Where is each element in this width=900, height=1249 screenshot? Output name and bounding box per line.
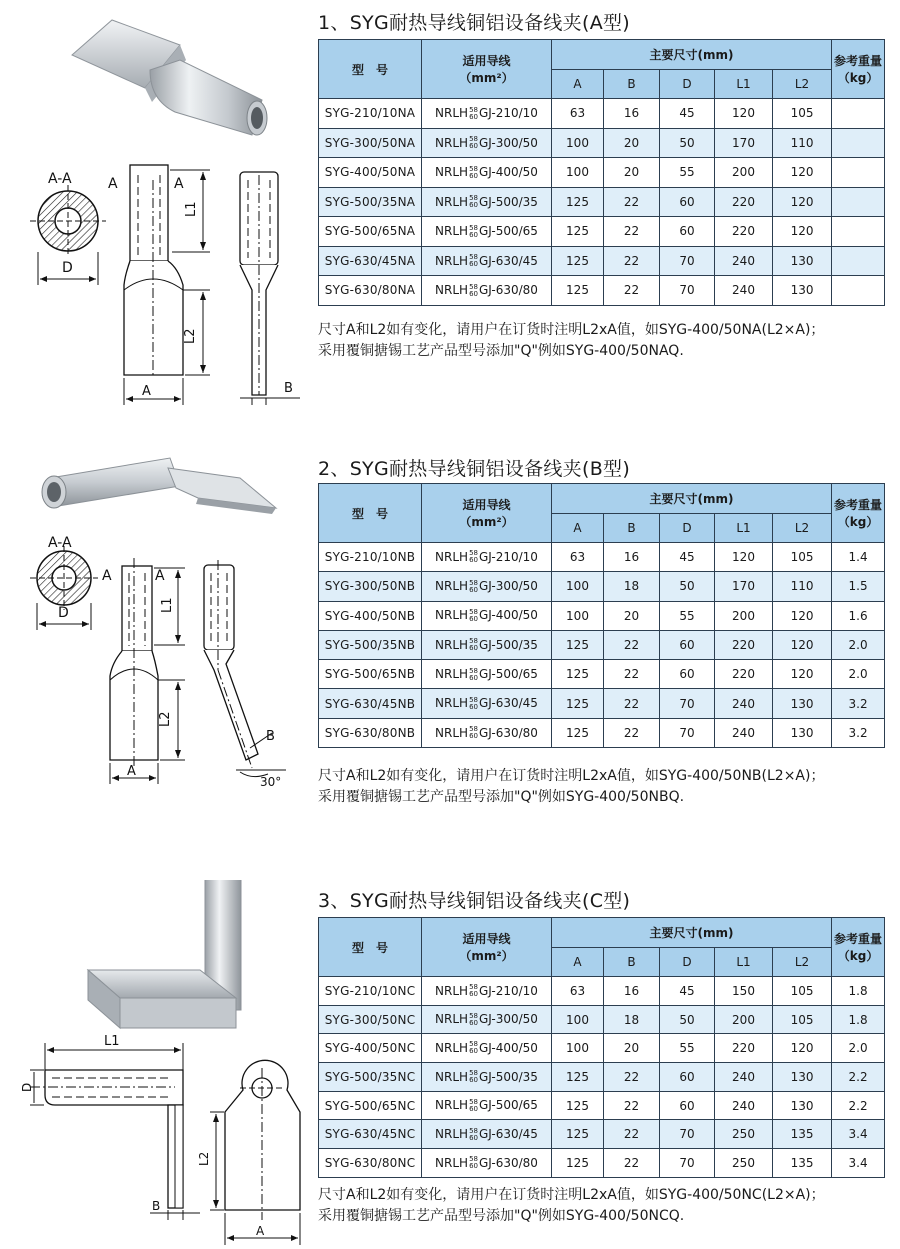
label-a-bottom: A	[127, 764, 136, 779]
cell-weight: 2.2	[832, 1091, 885, 1120]
cell-d: 70	[660, 689, 715, 718]
header-dims: 主要尺寸(mm)	[552, 484, 832, 514]
cell-l2: 135	[773, 1120, 832, 1149]
spec-table	[318, 917, 885, 1178]
cell-a: 125	[552, 660, 604, 689]
cell-model: SYG-630/45NB	[319, 689, 422, 718]
cell-conductor: NRLH 58 60 GJ-400/50	[422, 601, 552, 630]
cell-l1: 250	[715, 1149, 773, 1178]
cell-weight: 2.0	[832, 630, 885, 659]
header-col-b: B	[604, 514, 660, 543]
cell-weight: 1.5	[832, 572, 885, 601]
cell-d: 45	[660, 99, 715, 129]
cell-b: 18	[604, 572, 660, 601]
cell-b: 22	[604, 1120, 660, 1149]
table-row	[319, 99, 885, 129]
side-view	[197, 1060, 300, 1245]
cell-model: SYG-400/50NA	[319, 158, 422, 188]
cell-l1: 200	[715, 601, 773, 630]
drawing-c-type	[0, 880, 310, 1249]
cell-a: 125	[552, 217, 604, 247]
cell-weight	[832, 99, 885, 129]
cell-weight: 2.2	[832, 1063, 885, 1092]
section-aa-view	[30, 535, 98, 630]
cell-l2: 105	[773, 977, 832, 1006]
cell-a: 125	[552, 1091, 604, 1120]
note-line-1: 尺寸A和L2如有变化，请用户在订货时注明L2xA值，如SYG-400/50NC(L2×A)；	[318, 1187, 825, 1203]
cell-l2: 105	[773, 1005, 832, 1034]
cell-a: 125	[552, 689, 604, 718]
cell-l1: 240	[715, 1091, 773, 1120]
cell-d: 55	[660, 601, 715, 630]
cell-b: 22	[604, 1091, 660, 1120]
cell-l2: 130	[773, 689, 832, 718]
label-l2: L2	[158, 711, 173, 727]
cell-model: SYG-300/50NB	[319, 572, 422, 601]
cell-weight	[832, 128, 885, 158]
cell-a: 125	[552, 630, 604, 659]
section-title: 3、SYG耐热导线铜铝设备线夹(C型)	[318, 890, 631, 912]
cell-weight	[832, 246, 885, 276]
cell-conductor: NRLH 58 60 GJ-630/45	[422, 246, 552, 276]
cell-b: 22	[604, 718, 660, 747]
table-row	[319, 1005, 885, 1034]
order-note	[318, 766, 824, 808]
cell-l2: 120	[773, 660, 832, 689]
cell-model: SYG-210/10NC	[319, 977, 422, 1006]
header-model: 型 号	[319, 484, 422, 543]
cell-l2: 135	[773, 1149, 832, 1178]
header-col-d: D	[660, 70, 715, 99]
header-col-d: D	[660, 948, 715, 977]
cell-a: 125	[552, 1063, 604, 1092]
cell-conductor: NRLH 58 60 GJ-630/45	[422, 1120, 552, 1149]
cell-l2: 120	[773, 601, 832, 630]
cell-weight: 3.2	[832, 689, 885, 718]
cell-conductor: NRLH 58 60 GJ-500/35	[422, 1063, 552, 1092]
label-d: D	[62, 260, 73, 276]
label-l2: L2	[197, 1151, 211, 1166]
label-aa: A-A	[48, 171, 72, 187]
header-col-a: A	[552, 514, 604, 543]
label-b: B	[284, 381, 293, 396]
cell-l1: 150	[715, 977, 773, 1006]
cell-l1: 240	[715, 246, 773, 276]
cell-l2: 110	[773, 572, 832, 601]
cell-l2: 120	[773, 158, 832, 188]
cell-b: 22	[604, 689, 660, 718]
cell-l1: 240	[715, 1063, 773, 1092]
cell-conductor: NRLH 58 60 GJ-210/10	[422, 977, 552, 1006]
header-conductor: 适用导线 （mm²）	[422, 484, 552, 543]
cell-l1: 220	[715, 1034, 773, 1063]
note-line-1: 尺寸A和L2如有变化，请用户在订货时注明L2xA值，如SYG-400/50NA(L2×A)；	[318, 322, 825, 338]
drawing-a-type	[0, 0, 310, 415]
cell-model: SYG-500/35NA	[319, 187, 422, 217]
cell-l1: 220	[715, 187, 773, 217]
cell-weight: 1.6	[832, 601, 885, 630]
cell-model: SYG-630/45NA	[319, 246, 422, 276]
cell-weight: 1.4	[832, 543, 885, 572]
cell-model: SYG-400/50NC	[319, 1034, 422, 1063]
label-d: D	[20, 1082, 34, 1092]
note-line-2: 采用覆铜搪锡工艺产品型号添加"Q"例如SYG-400/50NBQ.	[318, 789, 685, 805]
note-line-2: 采用覆铜搪锡工艺产品型号添加"Q"例如SYG-400/50NCQ.	[318, 1208, 685, 1224]
table-row	[319, 630, 885, 659]
table-row	[319, 1063, 885, 1092]
cell-l1: 120	[715, 99, 773, 129]
section-a-type	[0, 0, 900, 420]
cell-b: 20	[604, 1034, 660, 1063]
cell-weight: 1.8	[832, 977, 885, 1006]
cell-weight: 3.2	[832, 718, 885, 747]
cell-a: 125	[552, 246, 604, 276]
cell-conductor: NRLH 58 60 GJ-630/80	[422, 1149, 552, 1178]
cell-d: 60	[660, 630, 715, 659]
cell-a: 125	[552, 1149, 604, 1178]
cell-model: SYG-630/80NC	[319, 1149, 422, 1178]
cell-l2: 110	[773, 128, 832, 158]
cell-d: 50	[660, 572, 715, 601]
product-photo	[42, 458, 276, 514]
table-row	[319, 1091, 885, 1120]
cell-l1: 200	[715, 158, 773, 188]
table-row	[319, 543, 885, 572]
cell-d: 55	[660, 158, 715, 188]
cell-weight	[832, 217, 885, 247]
header-conductor: 适用导线 （mm²）	[422, 40, 552, 99]
cell-d: 55	[660, 1034, 715, 1063]
cell-weight	[832, 276, 885, 306]
cell-l2: 130	[773, 718, 832, 747]
cell-weight: 1.8	[832, 1005, 885, 1034]
cell-l1: 200	[715, 1005, 773, 1034]
cell-conductor: NRLH 58 60 GJ-210/10	[422, 543, 552, 572]
header-col-a: A	[552, 70, 604, 99]
cell-d: 60	[660, 660, 715, 689]
table-row	[319, 246, 885, 276]
cell-b: 20	[604, 128, 660, 158]
order-note	[318, 320, 824, 362]
table-row	[319, 1120, 885, 1149]
header-weight: 参考重量 （kg）	[832, 40, 885, 99]
header-col-l1: L1	[715, 948, 773, 977]
label-b: B	[152, 1199, 161, 1213]
cell-weight: 3.4	[832, 1120, 885, 1149]
section-c-type	[0, 880, 900, 1249]
cell-a: 63	[552, 543, 604, 572]
spec-table	[318, 483, 885, 748]
cell-l2: 120	[773, 217, 832, 247]
header-col-l2: L2	[773, 514, 832, 543]
cell-a: 100	[552, 1034, 604, 1063]
table-row	[319, 689, 885, 718]
cell-conductor: NRLH 58 60 GJ-630/45	[422, 689, 552, 718]
cell-l1: 120	[715, 543, 773, 572]
cell-d: 50	[660, 1005, 715, 1034]
cell-a: 63	[552, 977, 604, 1006]
table-row	[319, 1034, 885, 1063]
cell-conductor: NRLH 58 60 GJ-500/35	[422, 187, 552, 217]
label-a-bottom: A	[256, 1224, 265, 1238]
cell-model: SYG-500/65NC	[319, 1091, 422, 1120]
label-b: B	[266, 729, 275, 744]
cell-b: 22	[604, 246, 660, 276]
cell-weight	[832, 187, 885, 217]
cell-b: 22	[604, 660, 660, 689]
section-b-type	[0, 448, 900, 848]
table-row	[319, 660, 885, 689]
cell-a: 125	[552, 187, 604, 217]
table-row	[319, 718, 885, 747]
cell-b: 20	[604, 601, 660, 630]
cell-a: 125	[552, 276, 604, 306]
product-photo	[88, 880, 241, 1028]
cell-b: 18	[604, 1005, 660, 1034]
cell-d: 60	[660, 1091, 715, 1120]
section-title: 1、SYG耐热导线铜铝设备线夹(A型)	[318, 12, 631, 34]
cell-b: 22	[604, 217, 660, 247]
cell-model: SYG-500/65NA	[319, 217, 422, 247]
cell-conductor: NRLH 58 60 GJ-500/65	[422, 217, 552, 247]
cell-conductor: NRLH 58 60 GJ-400/50	[422, 158, 552, 188]
cell-d: 60	[660, 217, 715, 247]
cell-l1: 240	[715, 718, 773, 747]
cell-conductor: NRLH 58 60 GJ-500/35	[422, 630, 552, 659]
header-col-d: D	[660, 514, 715, 543]
cell-l2: 130	[773, 246, 832, 276]
table-row	[319, 187, 885, 217]
header-weight: 参考重量 （kg）	[832, 484, 885, 543]
label-angle: 30°	[260, 775, 282, 789]
cell-weight: 3.4	[832, 1149, 885, 1178]
cell-a: 125	[552, 1120, 604, 1149]
label-a-left: A	[102, 568, 112, 584]
spec-table	[318, 39, 885, 306]
cell-b: 16	[604, 977, 660, 1006]
cell-d: 70	[660, 1120, 715, 1149]
cell-d: 70	[660, 1149, 715, 1178]
cell-l1: 170	[715, 572, 773, 601]
cell-weight	[832, 158, 885, 188]
header-col-b: B	[604, 70, 660, 99]
cell-l2: 130	[773, 276, 832, 306]
front-view	[108, 165, 210, 405]
cell-b: 22	[604, 630, 660, 659]
note-line-2: 采用覆铜搪锡工艺产品型号添加"Q"例如SYG-400/50NAQ.	[318, 343, 684, 359]
cell-d: 70	[660, 276, 715, 306]
cell-b: 22	[604, 1149, 660, 1178]
label-l1: L1	[104, 1034, 120, 1049]
cell-d: 60	[660, 187, 715, 217]
label-a-right: A	[155, 568, 165, 584]
header-col-l1: L1	[715, 514, 773, 543]
cell-weight: 2.0	[832, 660, 885, 689]
table-body	[319, 99, 885, 306]
cell-a: 100	[552, 572, 604, 601]
header-model: 型 号	[319, 40, 422, 99]
cell-d: 70	[660, 718, 715, 747]
cell-b: 22	[604, 276, 660, 306]
cell-model: SYG-210/10NB	[319, 543, 422, 572]
table-row	[319, 276, 885, 306]
header-dims: 主要尺寸(mm)	[552, 918, 832, 948]
label-d: D	[58, 605, 69, 621]
cell-conductor: NRLH 58 60 GJ-500/65	[422, 660, 552, 689]
side-view	[240, 172, 300, 405]
cell-model: SYG-300/50NA	[319, 128, 422, 158]
cell-conductor: NRLH 58 60 GJ-210/10	[422, 99, 552, 129]
cell-l2: 120	[773, 187, 832, 217]
header-conductor: 适用导线 （mm²）	[422, 918, 552, 977]
table-row	[319, 217, 885, 247]
order-note	[318, 1185, 825, 1227]
cell-l1: 250	[715, 1120, 773, 1149]
cell-b: 22	[604, 187, 660, 217]
cell-d: 70	[660, 246, 715, 276]
header-col-b: B	[604, 948, 660, 977]
section-aa-view	[30, 171, 106, 285]
cell-model: SYG-500/65NB	[319, 660, 422, 689]
cell-l1: 220	[715, 630, 773, 659]
table-row	[319, 158, 885, 188]
cell-l1: 220	[715, 660, 773, 689]
cell-model: SYG-630/45NC	[319, 1120, 422, 1149]
cell-a: 100	[552, 1005, 604, 1034]
header-weight: 参考重量 （kg）	[832, 918, 885, 977]
cell-d: 60	[660, 1063, 715, 1092]
cell-conductor: NRLH 58 60 GJ-300/50	[422, 572, 552, 601]
table-row	[319, 128, 885, 158]
cell-model: SYG-500/35NB	[319, 630, 422, 659]
cell-l1: 220	[715, 217, 773, 247]
drawing-b-type	[0, 448, 310, 848]
cell-a: 125	[552, 718, 604, 747]
header-col-l2: L2	[773, 70, 832, 99]
cell-model: SYG-210/10NA	[319, 99, 422, 129]
cell-l2: 120	[773, 1034, 832, 1063]
note-line-1: 尺寸A和L2如有变化，请用户在订货时注明L2xA值，如SYG-400/50NB(L2×A)；	[318, 768, 825, 784]
cell-a: 100	[552, 128, 604, 158]
cell-l2: 130	[773, 1063, 832, 1092]
header-dims: 主要尺寸(mm)	[552, 40, 832, 70]
cell-d: 45	[660, 977, 715, 1006]
label-l1: L1	[160, 597, 175, 613]
label-a-left: A	[108, 176, 118, 192]
cell-a: 63	[552, 99, 604, 129]
table-body	[319, 543, 885, 748]
cell-d: 45	[660, 543, 715, 572]
cell-conductor: NRLH 58 60 GJ-500/65	[422, 1091, 552, 1120]
header-col-a: A	[552, 948, 604, 977]
header-model: 型 号	[319, 918, 422, 977]
cell-model: SYG-400/50NB	[319, 601, 422, 630]
table-body	[319, 977, 885, 1178]
label-a-right: A	[174, 176, 184, 192]
cell-l1: 170	[715, 128, 773, 158]
table-row	[319, 572, 885, 601]
section-title: 2、SYG耐热导线铜铝设备线夹(B型)	[318, 458, 631, 480]
cell-model: SYG-630/80NB	[319, 718, 422, 747]
cell-l2: 105	[773, 99, 832, 129]
cell-l2: 130	[773, 1091, 832, 1120]
front-view	[102, 558, 185, 784]
cell-b: 16	[604, 543, 660, 572]
cell-l1: 240	[715, 276, 773, 306]
cell-a: 100	[552, 601, 604, 630]
cell-l2: 120	[773, 630, 832, 659]
cell-model: SYG-300/50NC	[319, 1005, 422, 1034]
label-l2: L2	[183, 328, 198, 344]
product-photo	[72, 20, 267, 135]
cell-weight: 2.0	[832, 1034, 885, 1063]
cell-model: SYG-630/80NA	[319, 276, 422, 306]
header-col-l2: L2	[773, 948, 832, 977]
cell-d: 50	[660, 128, 715, 158]
cell-conductor: NRLH 58 60 GJ-630/80	[422, 718, 552, 747]
label-l1: L1	[184, 201, 199, 217]
cell-conductor: NRLH 58 60 GJ-400/50	[422, 1034, 552, 1063]
cell-a: 100	[552, 158, 604, 188]
cell-b: 22	[604, 1063, 660, 1092]
cell-conductor: NRLH 58 60 GJ-300/50	[422, 1005, 552, 1034]
cell-l2: 105	[773, 543, 832, 572]
cell-conductor: NRLH 58 60 GJ-630/80	[422, 276, 552, 306]
front-view	[20, 1034, 200, 1220]
table-row	[319, 1149, 885, 1178]
cell-b: 20	[604, 158, 660, 188]
label-aa: A-A	[48, 535, 72, 551]
cell-model: SYG-500/35NC	[319, 1063, 422, 1092]
table-row	[319, 977, 885, 1006]
cell-conductor: NRLH 58 60 GJ-300/50	[422, 128, 552, 158]
label-a-bottom: A	[142, 384, 151, 399]
cell-l1: 240	[715, 689, 773, 718]
header-col-l1: L1	[715, 70, 773, 99]
table-row	[319, 601, 885, 630]
cell-b: 16	[604, 99, 660, 129]
side-view	[204, 560, 286, 789]
